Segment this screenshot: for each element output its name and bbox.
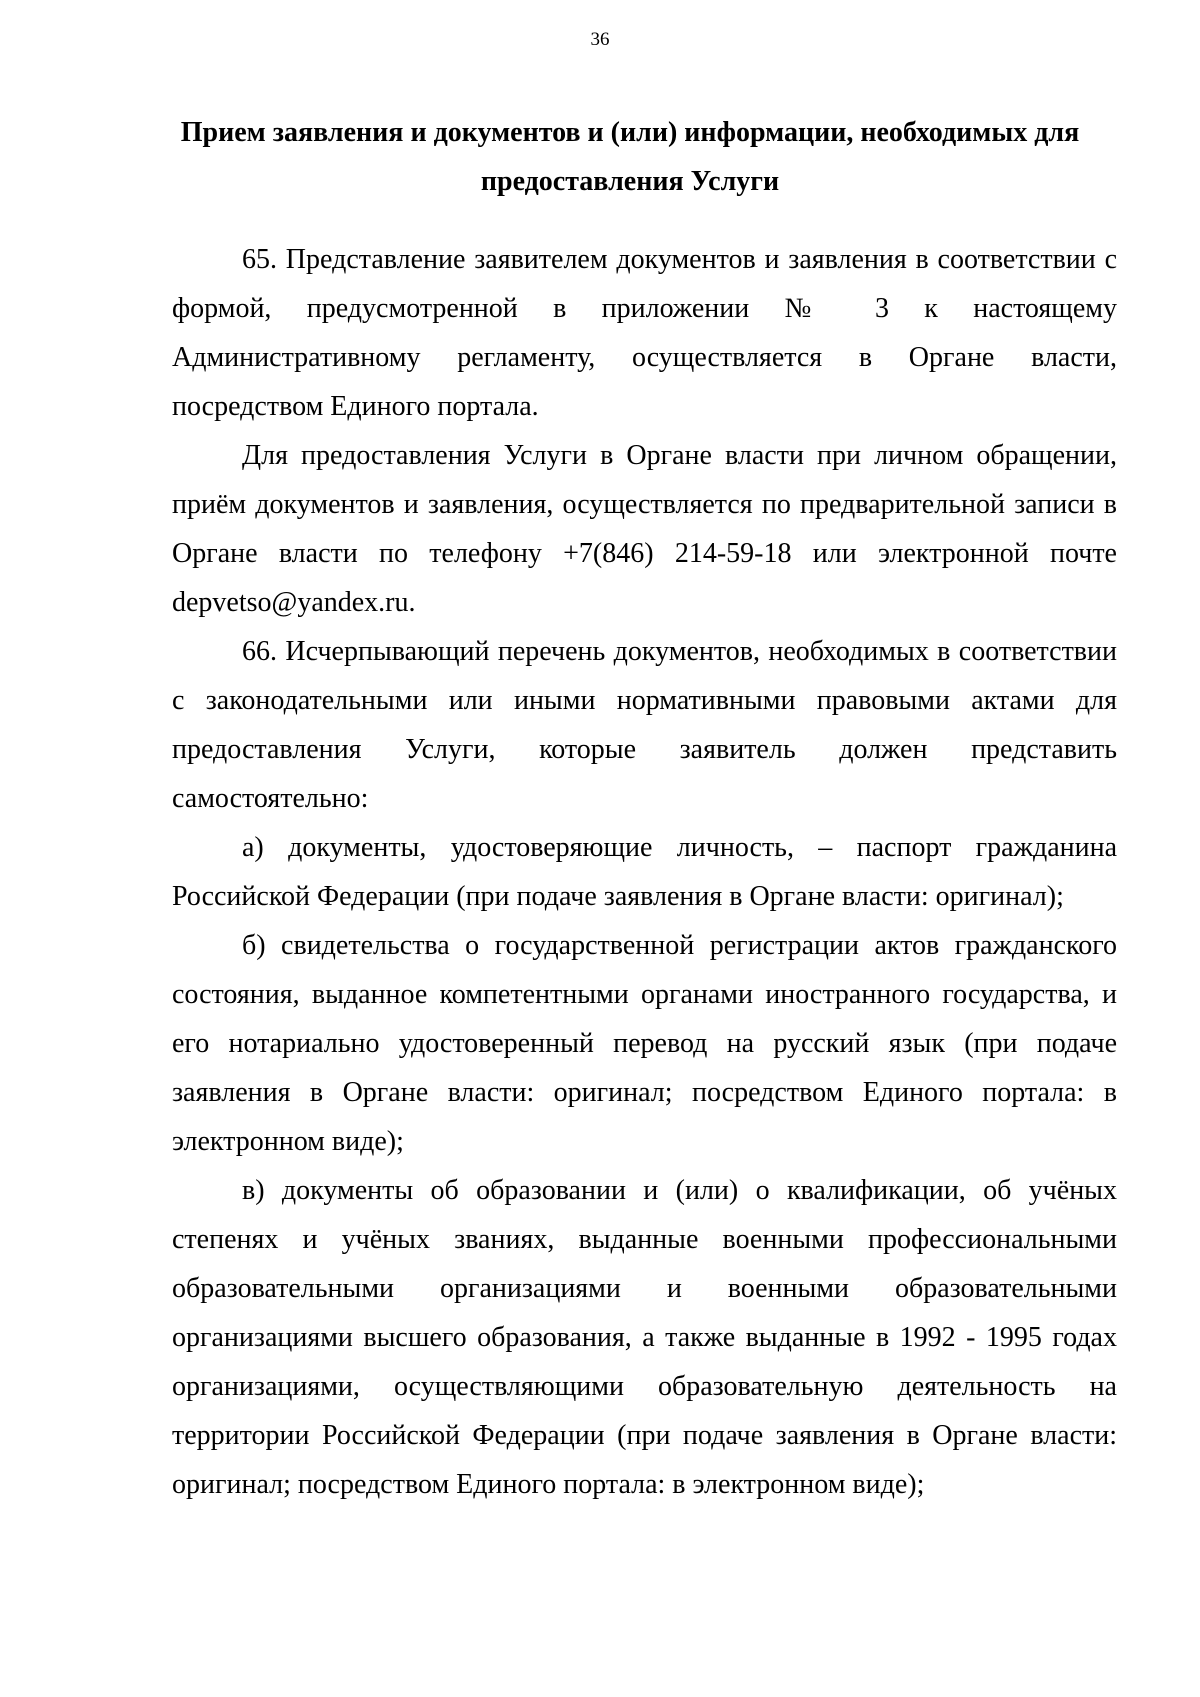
- document-body: [172, 235, 1117, 1509]
- list-item-b: б) свидетельства о государственной регистрации актов гражданского состояния, выданное компетентными органами иностранного государства, и его нотариально удостоверенный перевод на русский язык (при подаче заявления в Органе власти: оригинал; посредством Единого портала: в электронном виде);: [172, 930, 1117, 1157]
- section-title-line-2: предоставления Услуги: [480, 166, 780, 197]
- list-item-v: в) документы об образовании и (или) о квалификации, об учёных степенях и учёных званиях, выданные военными профессиональными образовательными организациями и военными образовательными организациями высшего образования, а также выданные в 1992 - 1995 годах организациями, осуществляющими образовательную деятельность на территории Российской Федерации (при подаче заявления в Органе власти: оригинал; посредством Единого портала: в электронном виде);: [172, 1175, 1117, 1500]
- paragraph-appointment: Для предоставления Услуги в Органе власти при личном обращении, приём документов и заявления, осуществляется по предварительной записи в Органе власти по телефону +7(846) 214-59-18 или электронной почте depvetso@yandex.ru.: [172, 440, 1117, 618]
- paragraph-65: 65. Представление заявителем документов и заявления в соответствии с формой, предусмотренной в приложении № 3 к настоящему Административному регламенту, осуществляется в Органе власти, посредством Единого портала.: [172, 244, 1117, 422]
- list-item-a: а) документы, удостоверяющие личность, – паспорт гражданина Российской Федерации (при подаче заявления в Органе власти: оригинал);: [172, 832, 1117, 912]
- page-number: 36: [590, 29, 610, 50]
- section-title: [160, 108, 1100, 206]
- section-title-line-1: Прием заявления и документов и (или) информации, необходимых для: [180, 117, 1080, 148]
- paragraph-66: 66. Исчерпывающий перечень документов, необходимых в соответствии с законодательными или иными нормативными правовыми актами для предоставления Услуги, которые заявитель должен представить самостоятельно:: [172, 636, 1117, 814]
